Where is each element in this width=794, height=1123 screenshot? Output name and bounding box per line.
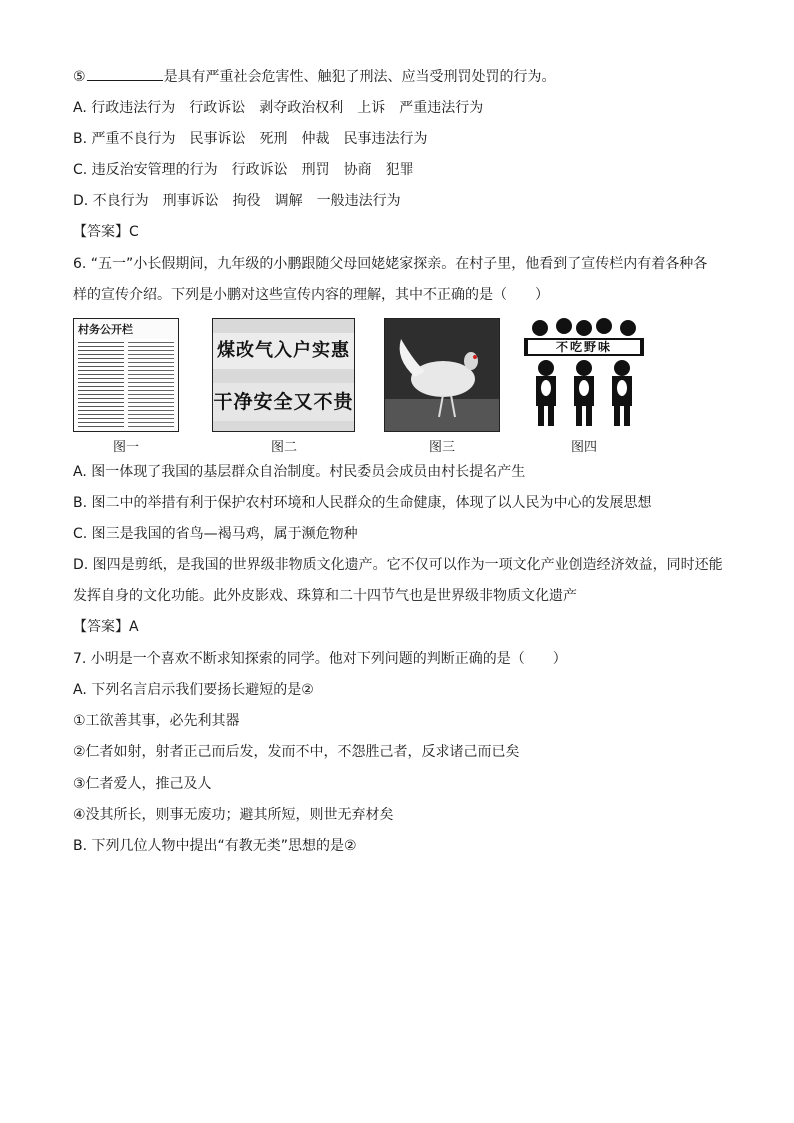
q5-option-d: D. 不良行为 刑事诉讼 拘役 调解 一般违法行为 — [73, 193, 401, 209]
slogan-line-2: 干净安全又不贵 — [213, 383, 354, 421]
q7-stem: 7. 小明是一个喜欢不断求知探索的同学。他对下列问题的判断正确的是（ ） — [73, 651, 567, 667]
q7-item-2: ②仁者如射，射者正己而后发，发而不中，不怨胜己者，反求诸己而已矣 — [73, 744, 520, 760]
q5-option-c: C. 违反治安管理的行为 行政诉讼 刑罚 协商 犯罪 — [73, 162, 414, 178]
figure-2-slogan — [212, 318, 355, 432]
pheasant-image — [385, 319, 500, 432]
q6-option-d-line2: 发挥自身的文化功能。此外皮影戏、珠算和二十四节气也是世界级非物质文化遗产 — [73, 588, 577, 604]
q7-item-3: ③仁者爱人，推己及人 — [73, 776, 212, 792]
q6-stem-line2: 样的宣传介绍。下列是小鹏对这些宣传内容的理解，其中不正确的是（ ） — [73, 287, 549, 303]
figure-4-paper-cut — [520, 318, 648, 432]
figure-3-caption: 图三 — [428, 440, 455, 455]
q6-option-a: A. 图一体现了我国的基层群众自治制度。村民委员会成员由村长提名产生 — [73, 464, 526, 480]
q5-option-a: A. 行政违法行为 行政诉讼 剥夺政治权利 上诉 严重违法行为 — [73, 100, 484, 116]
q5-option-b: B. 严重不良行为 民事诉讼 死刑 仲裁 民事违法行为 — [73, 131, 428, 147]
q5-answer: 【答案】C — [73, 224, 139, 240]
q7-item-4: ④没其所长，则事无废功；避其所短，则世无弃材矣 — [73, 807, 394, 823]
q6-answer: 【答案】A — [73, 619, 139, 635]
paper-cut-image — [520, 318, 648, 432]
paper-cut-banner: 不吃野味 — [555, 340, 612, 354]
figure-3-pheasant-photo — [384, 318, 500, 432]
figure-4-caption: 图四 — [570, 440, 597, 455]
figure-1-caption: 图一 — [112, 440, 139, 455]
figure-1-notice-board — [73, 318, 179, 432]
fill-blank — [87, 66, 163, 81]
notice-column-right — [128, 339, 174, 427]
q6-option-d-line1: D. 图四是剪纸，是我国的世界级非物质文化遗产。它不仅可以作为一项文化产业创造经济效益，同时还能 — [73, 557, 723, 573]
q7-option-b: B. 下列几位人物中提出“有教无类”思想的是② — [73, 838, 357, 854]
q7-item-1: ①工欲善其事，必先利其器 — [73, 713, 240, 729]
notice-column-left — [78, 339, 124, 427]
notice-board-title: 村务公开栏 — [78, 323, 133, 336]
q6-option-c: C. 图三是我国的省鸟—褐马鸡，属于濒危物种 — [73, 526, 358, 542]
q5-item5: ⑤ 是具有严重社会危害性、触犯了刑法、应当受刑罚处罚的行为。 — [73, 66, 556, 87]
slogan-line-1: 煤改气入户实惠 — [213, 333, 354, 369]
figure-2-caption: 图二 — [270, 440, 297, 455]
q7-option-a: A. 下列名言启示我们要扬长避短的是② — [73, 682, 314, 698]
q6-option-b: B. 图二中的举措有利于保护农村环境和人民群众的生命健康，体现了以人民为中心的发展思想 — [73, 495, 652, 511]
q6-stem-line1: 6. “五一”小长假期间，九年级的小鹏跟随父母回姥姥家探亲。在村子里，他看到了宣传栏内有着各种各 — [73, 256, 708, 272]
